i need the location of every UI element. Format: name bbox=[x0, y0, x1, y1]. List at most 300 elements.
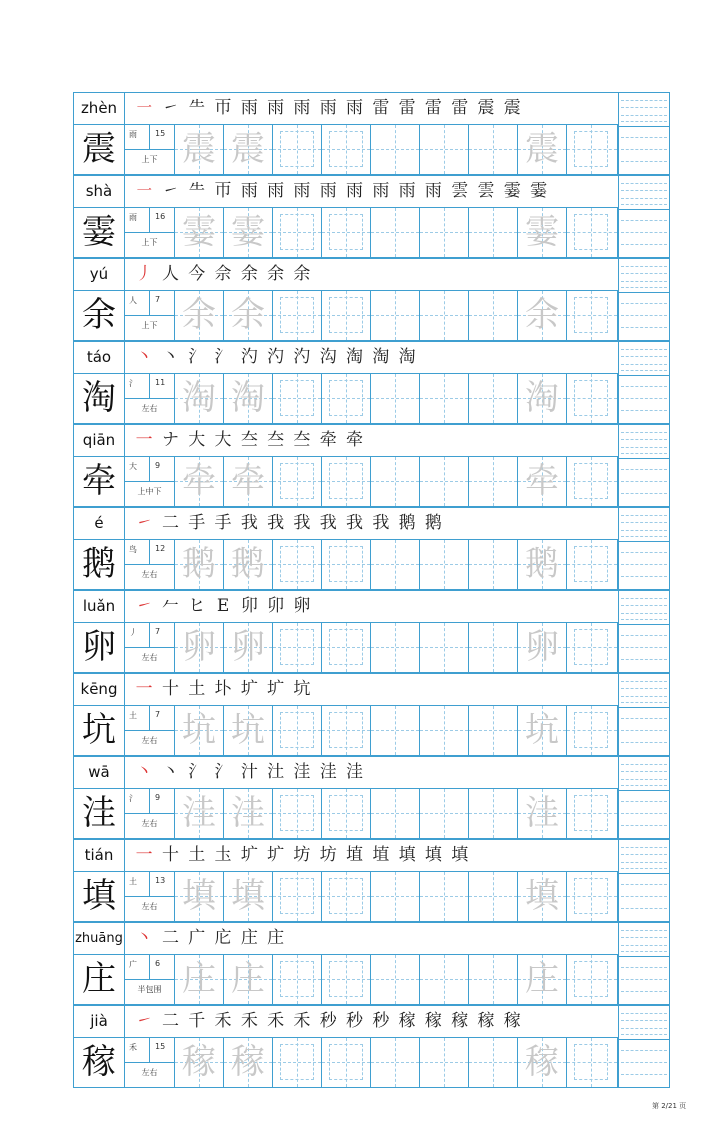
practice-cell[interactable] bbox=[518, 872, 567, 921]
practice-cell[interactable] bbox=[322, 623, 371, 672]
stroke-step: 霎 bbox=[503, 181, 521, 201]
stroke-step: 一 bbox=[135, 679, 153, 699]
character-block bbox=[73, 756, 670, 839]
practice-cell[interactable] bbox=[175, 955, 224, 1004]
trace-character: 坑 bbox=[231, 710, 265, 750]
practice-row bbox=[73, 540, 619, 590]
stroke-step: 雷 bbox=[424, 98, 442, 118]
stroke-count: 16 bbox=[155, 212, 166, 221]
stroke-step: 鹅 bbox=[398, 513, 416, 533]
practice-cell[interactable] bbox=[273, 374, 322, 423]
stroke-step: 雨 bbox=[424, 181, 442, 201]
trace-character: 余 bbox=[231, 295, 265, 335]
practice-row bbox=[73, 1038, 619, 1088]
stroke-step: 雨 bbox=[372, 181, 390, 201]
pinyin: kēng bbox=[74, 674, 125, 705]
stroke-count: 11 bbox=[155, 378, 166, 387]
trace-character: 庄 bbox=[182, 959, 216, 999]
structure: 左右 bbox=[141, 1068, 158, 1077]
stroke-step: 鹅 bbox=[424, 513, 442, 533]
practice-cell[interactable] bbox=[567, 208, 618, 257]
practice-cell[interactable] bbox=[322, 789, 371, 838]
stroke-step: 庀 bbox=[214, 928, 232, 948]
practice-cell[interactable] bbox=[469, 872, 518, 921]
practice-cell[interactable] bbox=[518, 374, 567, 423]
stroke-order bbox=[131, 757, 611, 788]
radical: 丿 bbox=[129, 628, 137, 637]
stroke-step: 圹 bbox=[240, 679, 258, 699]
character-info bbox=[125, 291, 175, 340]
practice-cell[interactable] bbox=[175, 789, 224, 838]
stroke-step: 我 bbox=[267, 513, 285, 533]
stroke-step: 二 bbox=[161, 928, 179, 948]
stroke-step: 卯 bbox=[267, 596, 285, 616]
side-writing-column[interactable] bbox=[619, 258, 670, 341]
practice-cell[interactable] bbox=[273, 789, 322, 838]
stroke-step: ㇀ bbox=[135, 596, 153, 616]
stroke-step: 圤 bbox=[214, 679, 232, 699]
practice-cell[interactable] bbox=[273, 706, 322, 755]
practice-cell[interactable] bbox=[469, 125, 518, 174]
practice-row bbox=[73, 872, 619, 922]
radical: 大 bbox=[129, 462, 137, 471]
practice-cell[interactable] bbox=[518, 789, 567, 838]
trace-character: 牵 bbox=[182, 461, 216, 501]
practice-cell[interactable] bbox=[567, 872, 618, 921]
stroke-count: 12 bbox=[155, 544, 166, 553]
model-character: 坑 bbox=[74, 706, 125, 755]
stroke-order bbox=[131, 93, 611, 124]
stroke-step: 雨 bbox=[293, 181, 311, 201]
pinyin-row bbox=[73, 756, 619, 789]
practice-cell[interactable] bbox=[322, 208, 371, 257]
side-writing-column[interactable] bbox=[619, 590, 670, 673]
stroke-step: 雨 bbox=[346, 181, 364, 201]
practice-cell[interactable] bbox=[518, 291, 567, 340]
stroke-step: 霎 bbox=[530, 181, 548, 201]
trace-character: 鹅 bbox=[525, 544, 559, 584]
stroke-step: 夳 bbox=[240, 430, 258, 450]
trace-character: 洼 bbox=[231, 793, 265, 833]
trace-character: 余 bbox=[525, 295, 559, 335]
character-block bbox=[73, 1005, 670, 1088]
stroke-step: 雨 bbox=[293, 98, 311, 118]
page-number: 第 2/21 页 bbox=[652, 1102, 687, 1110]
stroke-step: 禾 bbox=[293, 1011, 311, 1031]
trace-character: 庄 bbox=[231, 959, 265, 999]
stroke-order bbox=[131, 674, 611, 705]
radical: 鸟 bbox=[129, 545, 137, 554]
practice-cell[interactable] bbox=[224, 1038, 273, 1087]
stroke-step: 庄 bbox=[267, 928, 285, 948]
stroke-step: 稼 bbox=[451, 1011, 469, 1031]
stroke-step: 稼 bbox=[398, 1011, 416, 1031]
stroke-step: 埴 bbox=[372, 845, 390, 865]
radical: 雨 bbox=[129, 130, 137, 139]
practice-cell[interactable] bbox=[322, 1038, 371, 1087]
practice-cell[interactable] bbox=[322, 540, 371, 589]
practice-cell[interactable] bbox=[469, 623, 518, 672]
structure: 上中下 bbox=[137, 487, 162, 496]
trace-character: 坑 bbox=[525, 710, 559, 750]
trace-character: 卵 bbox=[182, 627, 216, 667]
trace-character: 坑 bbox=[182, 710, 216, 750]
practice-cell[interactable] bbox=[469, 208, 518, 257]
practice-cell[interactable] bbox=[518, 706, 567, 755]
stroke-count: 15 bbox=[155, 1042, 166, 1051]
side-writing-column[interactable] bbox=[619, 922, 670, 1005]
trace-character: 淘 bbox=[182, 378, 216, 418]
stroke-step: 雨 bbox=[398, 181, 416, 201]
pinyin: zhèn bbox=[74, 93, 125, 124]
practice-cell[interactable] bbox=[567, 125, 618, 174]
practice-cell[interactable] bbox=[469, 374, 518, 423]
practice-cell[interactable] bbox=[273, 955, 322, 1004]
stroke-step: 雲 bbox=[451, 181, 469, 201]
trace-character: 稼 bbox=[525, 1042, 559, 1082]
pinyin: zhuāng bbox=[74, 923, 125, 954]
stroke-step: 汁 bbox=[240, 762, 258, 782]
practice-cell[interactable] bbox=[175, 1038, 224, 1087]
character-block bbox=[73, 839, 670, 922]
side-writing-column[interactable] bbox=[619, 175, 670, 258]
trace-character: 鹅 bbox=[231, 544, 265, 584]
stroke-step: 雨 bbox=[240, 181, 258, 201]
stroke-order bbox=[131, 508, 611, 539]
practice-cell[interactable] bbox=[322, 457, 371, 506]
pinyin-row bbox=[73, 507, 619, 540]
stroke-order bbox=[131, 342, 611, 373]
trace-character: 填 bbox=[231, 876, 265, 916]
stroke-step: 余 bbox=[240, 264, 258, 284]
trace-character: 稼 bbox=[231, 1042, 265, 1082]
character-block bbox=[73, 507, 670, 590]
stroke-count: 6 bbox=[155, 959, 161, 968]
stroke-step: 大 bbox=[188, 430, 206, 450]
pinyin-row bbox=[73, 92, 619, 125]
practice-cell[interactable] bbox=[224, 125, 273, 174]
practice-cell[interactable] bbox=[469, 955, 518, 1004]
pinyin: é bbox=[74, 508, 125, 539]
stroke-step: 丶 bbox=[161, 762, 179, 782]
practice-cell[interactable] bbox=[175, 291, 224, 340]
structure: 左右 bbox=[141, 653, 158, 662]
trace-character: 霎 bbox=[231, 212, 265, 252]
trace-character: 震 bbox=[231, 129, 265, 169]
stroke-count: 9 bbox=[155, 461, 161, 470]
model-character: 填 bbox=[74, 872, 125, 921]
stroke-step: 丿 bbox=[135, 264, 153, 284]
practice-cell[interactable] bbox=[469, 1038, 518, 1087]
pinyin: qiān bbox=[74, 425, 125, 456]
practice-cell[interactable] bbox=[518, 1038, 567, 1087]
practice-cell[interactable] bbox=[175, 540, 224, 589]
character-info bbox=[125, 789, 175, 838]
stroke-step: 一 bbox=[135, 845, 153, 865]
radical: 土 bbox=[129, 711, 137, 720]
model-character: 余 bbox=[74, 291, 125, 340]
pinyin-row bbox=[73, 1005, 619, 1038]
stroke-step: 禾 bbox=[267, 1011, 285, 1031]
stroke-step: 禾 bbox=[214, 1011, 232, 1031]
pinyin-row bbox=[73, 922, 619, 955]
practice-cell[interactable] bbox=[224, 789, 273, 838]
practice-cell[interactable] bbox=[420, 208, 469, 257]
side-writing-column[interactable] bbox=[619, 424, 670, 507]
practice-row bbox=[73, 291, 619, 341]
practice-cell[interactable] bbox=[371, 374, 420, 423]
character-block bbox=[73, 922, 670, 1005]
stroke-order bbox=[131, 591, 611, 622]
stroke-step: 今 bbox=[188, 264, 206, 284]
practice-cell[interactable] bbox=[273, 208, 322, 257]
practice-row bbox=[73, 125, 619, 175]
practice-cell[interactable] bbox=[224, 374, 273, 423]
stroke-step: 洼 bbox=[319, 762, 337, 782]
pinyin: shà bbox=[74, 176, 125, 207]
stroke-order bbox=[131, 259, 611, 290]
trace-character: 牵 bbox=[525, 461, 559, 501]
practice-cell[interactable] bbox=[567, 706, 618, 755]
trace-character: 淘 bbox=[525, 378, 559, 418]
practice-cell[interactable] bbox=[420, 457, 469, 506]
pinyin: tián bbox=[74, 840, 125, 871]
character-block bbox=[73, 258, 670, 341]
stroke-order bbox=[131, 923, 611, 954]
practice-cell[interactable] bbox=[273, 623, 322, 672]
practice-cell[interactable] bbox=[420, 623, 469, 672]
practice-cell[interactable] bbox=[518, 125, 567, 174]
practice-cell[interactable] bbox=[469, 540, 518, 589]
pinyin-row bbox=[73, 839, 619, 872]
practice-cell[interactable] bbox=[469, 706, 518, 755]
side-writing-column[interactable] bbox=[619, 839, 670, 922]
practice-cell[interactable] bbox=[224, 291, 273, 340]
practice-row bbox=[73, 623, 619, 673]
stroke-step: ㇀ bbox=[135, 1011, 153, 1031]
practice-cell[interactable] bbox=[371, 789, 420, 838]
pinyin-row bbox=[73, 175, 619, 208]
practice-cell[interactable] bbox=[322, 872, 371, 921]
trace-character: 震 bbox=[182, 129, 216, 169]
stroke-step: 雷 bbox=[372, 98, 390, 118]
practice-cell[interactable] bbox=[420, 540, 469, 589]
model-character: 鹅 bbox=[74, 540, 125, 589]
stroke-step: ㇀ bbox=[161, 98, 179, 118]
practice-cell[interactable] bbox=[371, 291, 420, 340]
practice-cell[interactable] bbox=[224, 540, 273, 589]
stroke-step: 我 bbox=[240, 513, 258, 533]
practice-cell[interactable] bbox=[175, 457, 224, 506]
practice-cell[interactable] bbox=[567, 955, 618, 1004]
practice-cell[interactable] bbox=[567, 291, 618, 340]
practice-cell[interactable] bbox=[469, 291, 518, 340]
practice-cell[interactable] bbox=[371, 623, 420, 672]
stroke-step: ヒ bbox=[188, 596, 206, 616]
practice-cell[interactable] bbox=[224, 208, 273, 257]
stroke-step: 洼 bbox=[346, 762, 364, 782]
practice-cell[interactable] bbox=[224, 955, 273, 1004]
practice-cell[interactable] bbox=[322, 125, 371, 174]
character-info bbox=[125, 955, 175, 1004]
pinyin-row bbox=[73, 673, 619, 706]
model-character: 洼 bbox=[74, 789, 125, 838]
stroke-step: 汋 bbox=[293, 347, 311, 367]
radical: 雨 bbox=[129, 213, 137, 222]
side-writing-column[interactable] bbox=[619, 1005, 670, 1088]
practice-cell[interactable] bbox=[322, 706, 371, 755]
stroke-step: 雷 bbox=[451, 98, 469, 118]
practice-cell[interactable] bbox=[518, 457, 567, 506]
practice-cell[interactable] bbox=[224, 872, 273, 921]
stroke-step: 我 bbox=[319, 513, 337, 533]
stroke-count: 7 bbox=[155, 627, 161, 636]
practice-cell[interactable] bbox=[420, 125, 469, 174]
practice-cell[interactable] bbox=[420, 872, 469, 921]
stroke-step: 秒 bbox=[319, 1011, 337, 1031]
practice-cell[interactable] bbox=[273, 1038, 322, 1087]
practice-cell[interactable] bbox=[420, 789, 469, 838]
practice-cell[interactable] bbox=[518, 955, 567, 1004]
practice-cell[interactable] bbox=[420, 291, 469, 340]
practice-sheet bbox=[73, 92, 670, 1086]
practice-cell[interactable] bbox=[518, 623, 567, 672]
practice-cell[interactable] bbox=[322, 955, 371, 1004]
stroke-step: 雨 bbox=[319, 181, 337, 201]
practice-cell[interactable] bbox=[518, 540, 567, 589]
stroke-step: 圹 bbox=[240, 845, 258, 865]
character-info bbox=[125, 457, 175, 506]
stroke-step: E bbox=[216, 596, 230, 616]
structure: 左右 bbox=[141, 404, 158, 413]
practice-cell[interactable] bbox=[420, 374, 469, 423]
radical: 氵 bbox=[129, 379, 137, 388]
stroke-step: 雨 bbox=[346, 98, 364, 118]
practice-cell[interactable] bbox=[175, 125, 224, 174]
stroke-step: 二 bbox=[161, 513, 179, 533]
practice-cell[interactable] bbox=[175, 623, 224, 672]
radical: 禾 bbox=[129, 1043, 137, 1052]
stroke-step: 氵 bbox=[214, 347, 232, 367]
stroke-step: 我 bbox=[346, 513, 364, 533]
practice-cell[interactable] bbox=[273, 872, 322, 921]
stroke-step: 牵 bbox=[319, 430, 337, 450]
practice-cell[interactable] bbox=[273, 540, 322, 589]
practice-cell[interactable] bbox=[371, 955, 420, 1004]
stroke-step: 卯 bbox=[240, 596, 258, 616]
stroke-step: 卵 bbox=[293, 596, 311, 616]
practice-row bbox=[73, 955, 619, 1005]
practice-cell[interactable] bbox=[371, 457, 420, 506]
practice-cell[interactable] bbox=[273, 125, 322, 174]
pinyin-row bbox=[73, 341, 619, 374]
stroke-step: 圹 bbox=[267, 679, 285, 699]
practice-cell[interactable] bbox=[322, 374, 371, 423]
stroke-step: 秒 bbox=[346, 1011, 364, 1031]
stroke-step: 坊 bbox=[319, 845, 337, 865]
stroke-count: 7 bbox=[155, 710, 161, 719]
stroke-step: 余 bbox=[267, 264, 285, 284]
practice-cell[interactable] bbox=[420, 1038, 469, 1087]
stroke-order bbox=[131, 840, 611, 871]
practice-cell[interactable] bbox=[175, 208, 224, 257]
side-writing-column[interactable] bbox=[619, 341, 670, 424]
practice-cell[interactable] bbox=[175, 872, 224, 921]
practice-cell[interactable] bbox=[175, 706, 224, 755]
side-writing-column[interactable] bbox=[619, 507, 670, 590]
stroke-count: 15 bbox=[155, 129, 166, 138]
practice-cell[interactable] bbox=[567, 457, 618, 506]
practice-cell[interactable] bbox=[371, 540, 420, 589]
trace-character: 洼 bbox=[182, 793, 216, 833]
practice-cell[interactable] bbox=[273, 291, 322, 340]
character-info bbox=[125, 540, 175, 589]
practice-cell[interactable] bbox=[518, 208, 567, 257]
side-writing-column[interactable] bbox=[619, 756, 670, 839]
stroke-step: 淘 bbox=[398, 347, 416, 367]
practice-cell[interactable] bbox=[371, 706, 420, 755]
pinyin-row bbox=[73, 424, 619, 457]
practice-row bbox=[73, 208, 619, 258]
trace-character: 填 bbox=[525, 876, 559, 916]
character-info bbox=[125, 623, 175, 672]
practice-cell[interactable] bbox=[224, 706, 273, 755]
side-writing-column[interactable] bbox=[619, 92, 670, 175]
practice-cell[interactable] bbox=[371, 872, 420, 921]
practice-cell[interactable] bbox=[420, 955, 469, 1004]
practice-cell[interactable] bbox=[567, 1038, 618, 1087]
practice-cell[interactable] bbox=[371, 208, 420, 257]
side-writing-column[interactable] bbox=[619, 673, 670, 756]
practice-row bbox=[73, 706, 619, 756]
practice-cell[interactable] bbox=[469, 457, 518, 506]
practice-cell[interactable] bbox=[371, 1038, 420, 1087]
practice-cell[interactable] bbox=[224, 457, 273, 506]
structure: 上下 bbox=[141, 155, 158, 164]
model-character: 庄 bbox=[74, 955, 125, 1004]
practice-cell[interactable] bbox=[175, 374, 224, 423]
practice-cell[interactable] bbox=[567, 374, 618, 423]
practice-cell[interactable] bbox=[224, 623, 273, 672]
stroke-step: 帀 bbox=[214, 181, 232, 201]
stroke-step: 汋 bbox=[267, 347, 285, 367]
stroke-step: 淘 bbox=[346, 347, 364, 367]
stroke-step: ㇐ bbox=[135, 181, 153, 201]
radical: 土 bbox=[129, 877, 137, 886]
stroke-step: 汢 bbox=[267, 762, 285, 782]
practice-cell[interactable] bbox=[567, 623, 618, 672]
practice-cell[interactable] bbox=[567, 789, 618, 838]
practice-cell[interactable] bbox=[469, 789, 518, 838]
practice-cell[interactable] bbox=[371, 125, 420, 174]
stroke-order bbox=[131, 176, 611, 207]
practice-cell[interactable] bbox=[273, 457, 322, 506]
stroke-step: 圡 bbox=[214, 845, 232, 865]
stroke-order bbox=[131, 425, 611, 456]
stroke-step: 人 bbox=[161, 264, 179, 284]
stroke-step: 氵 bbox=[188, 347, 206, 367]
practice-cell[interactable] bbox=[567, 540, 618, 589]
practice-cell[interactable] bbox=[420, 706, 469, 755]
stroke-step: 秒 bbox=[372, 1011, 390, 1031]
structure: 上下 bbox=[141, 321, 158, 330]
practice-cell[interactable] bbox=[322, 291, 371, 340]
structure: 左右 bbox=[141, 736, 158, 745]
stroke-step: ㇀ bbox=[161, 181, 179, 201]
character-block bbox=[73, 673, 670, 756]
character-block bbox=[73, 341, 670, 424]
stroke-step: 稼 bbox=[424, 1011, 442, 1031]
